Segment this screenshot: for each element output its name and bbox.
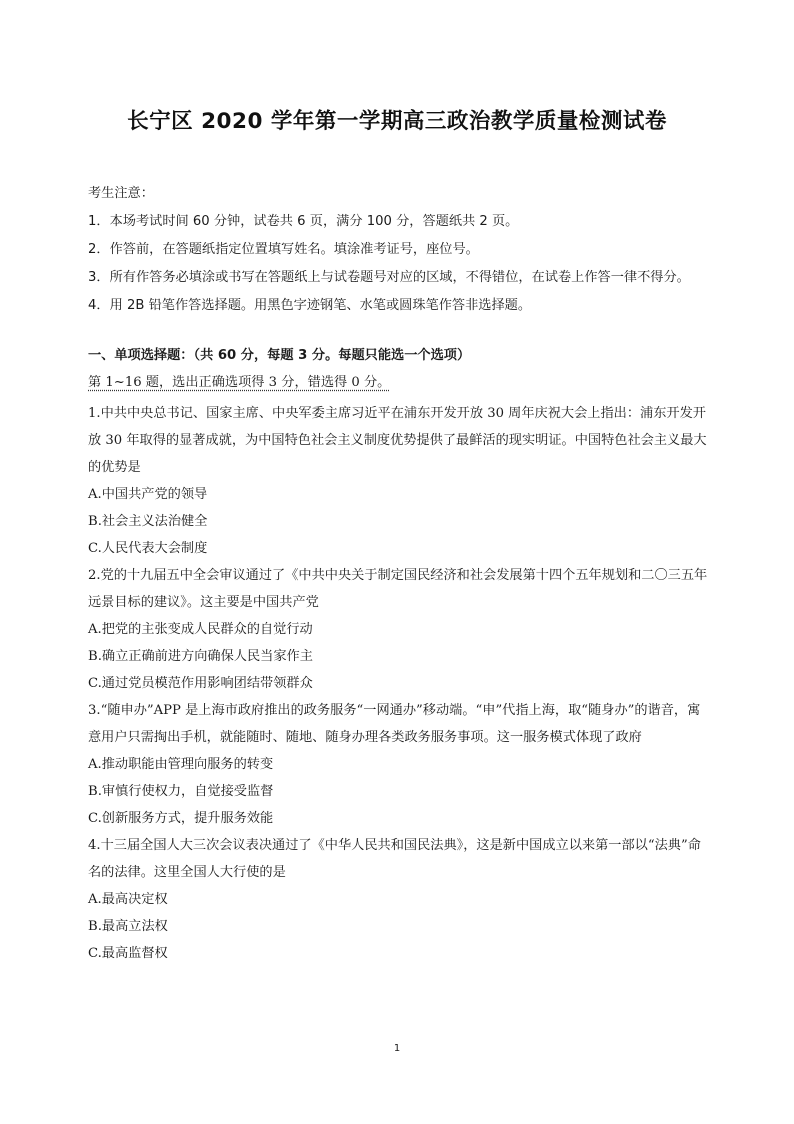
question-stem: 2.党的十九届五中全会审议通过了《中共中央关于制定国民经济和社会发展第十四个五年规划和二〇三五年远景目标的建议》。这主要是中国共产党 bbox=[88, 568, 708, 610]
question bbox=[88, 562, 708, 697]
page-title: 长宁区 2020 学年第一学期高三政治教学质量检测试卷 bbox=[127, 109, 667, 134]
question-option: C.人民代表大会制度 bbox=[88, 541, 208, 556]
question-option: B.最高立法权 bbox=[88, 919, 168, 934]
notice-item: 2．作答前，在答题纸指定位置填写姓名。填涂准考证号，座位号。 bbox=[88, 242, 479, 257]
notice-item: 4．用 2B 铅笔作答选择题。用黑色字迹钢笔、水笔或圆珠笔作答非选择题。 bbox=[88, 298, 532, 313]
section-instruction: 第 1~16 题，选出正确选项得 3 分，错选得 0 分。 bbox=[88, 375, 391, 390]
candidate-notice bbox=[88, 183, 728, 323]
notice-item: 3．所有作答务必填涂或书写在答题纸上与试卷题号对应的区域，不得错位，在试卷上作答一律不得分。 bbox=[88, 270, 690, 285]
section-heading: 一、单项选择题：（共 60 分，每题 3 分。每题只能选一个选项） bbox=[88, 348, 471, 363]
question-option: A.推动职能由管理向服务的转变 bbox=[88, 757, 274, 772]
question bbox=[88, 697, 708, 832]
question-stem: 1.中共中央总书记、国家主席、中央军委主席习近平在浦东开发开放 30 周年庆祝大会上指出：浦东开发开放 30 年取得的显著成就，为中国特色社会主义制度优势提供了最鲜活的现实明证。中国特色社会主义最大的优势是 bbox=[88, 406, 707, 475]
question-option: C.最高监督权 bbox=[88, 946, 168, 961]
question-stem: 3.“随申办”APP 是上海市政府推出的政务服务“一网通办”移动端。“申”代指上海，取“随身办”的谐音，寓意用户只需掏出手机，就能随时、随地、随身办理各类政务服务事项。这一服务模式体现了政府 bbox=[88, 703, 701, 745]
question-stem: 4.十三届全国人大三次会议表决通过了《中华人民共和国民法典》，这是新中国成立以来第一部以“法典”命名的法律。这里全国人大行使的是 bbox=[88, 838, 701, 880]
notice-heading: 考生注意： bbox=[88, 186, 154, 201]
question-option: A.最高决定权 bbox=[88, 892, 168, 907]
question-list bbox=[88, 400, 708, 967]
notice-item: 1．本场考试时间 60 分钟，试卷共 6 页，满分 100 分，答题纸共 2 页。 bbox=[88, 214, 519, 229]
question-option: B.社会主义法治健全 bbox=[88, 514, 208, 529]
question bbox=[88, 400, 708, 562]
question-option: C.通过党员模范作用影响团结带领群众 bbox=[88, 676, 313, 691]
question-option: A.中国共产党的领导 bbox=[88, 487, 208, 502]
page-number: 1 bbox=[393, 1043, 401, 1054]
question-option: C.创新服务方式，提升服务效能 bbox=[88, 811, 274, 826]
question-option: A.把党的主张变成人民群众的自觉行动 bbox=[88, 622, 313, 637]
question-option: B.审慎行使权力，自觉接受监督 bbox=[88, 784, 274, 799]
question bbox=[88, 832, 708, 967]
question-option: B.确立正确前进方向确保人民当家作主 bbox=[88, 649, 313, 664]
